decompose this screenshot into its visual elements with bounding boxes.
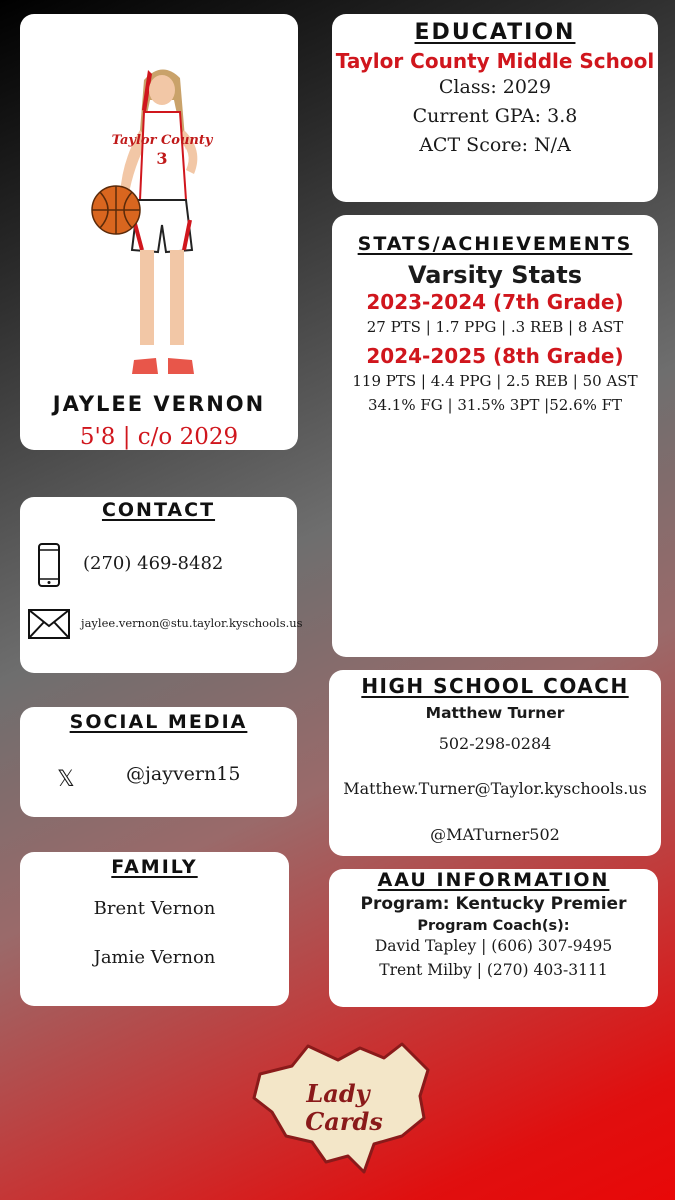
player-name: JAYLEE VERNON bbox=[52, 392, 266, 416]
aau-coach: Trent Milby | (270) 403-3111 bbox=[379, 961, 608, 979]
contact-heading: CONTACT bbox=[101, 499, 216, 521]
family-heading: FAMILY bbox=[111, 856, 198, 878]
coach-heading: HIGH SCHOOL COACH bbox=[361, 674, 629, 698]
education-card bbox=[332, 14, 658, 202]
lady-cards-logo bbox=[252, 1040, 432, 1175]
coach-handle[interactable]: @MATurner502 bbox=[430, 825, 560, 844]
aau-information-card bbox=[329, 869, 658, 1007]
social-handle[interactable]: @jayvern15 bbox=[126, 763, 241, 785]
high-school-coach-card bbox=[329, 670, 661, 856]
jersey-text-top: Taylor County bbox=[111, 133, 213, 148]
stats-heading: STATS/ACHIEVEMENTS bbox=[357, 233, 633, 255]
coach-name: Matthew Turner bbox=[425, 704, 565, 722]
season-stat-line: 34.1% FG | 31.5% 3PT |52.6% FT bbox=[367, 396, 623, 414]
aau-heading: AAU INFORMATION bbox=[377, 869, 610, 891]
x-icon: 𝕏 bbox=[57, 767, 75, 792]
season-stat-line: 119 PTS | 4.4 PPG | 2.5 REB | 50 AST bbox=[352, 372, 638, 390]
gpa: Current GPA: 3.8 bbox=[412, 105, 578, 127]
social-heading: SOCIAL MEDIA bbox=[69, 711, 248, 733]
aau-coach: David Tapley | (606) 307-9495 bbox=[374, 937, 613, 955]
player-profile-card bbox=[20, 14, 298, 450]
svg-text:Cards: Cards bbox=[305, 1107, 383, 1136]
contact-phone[interactable]: (270) 469-8482 bbox=[83, 553, 224, 574]
season-label: 2024-2025 (8th Grade) bbox=[366, 344, 624, 368]
contact-email[interactable]: jaylee.vernon@stu.taylor.kyschools.us bbox=[81, 616, 303, 630]
family-member: Brent Vernon bbox=[93, 898, 216, 919]
svg-text:Lady: Lady bbox=[306, 1079, 370, 1108]
envelope-icon bbox=[28, 609, 70, 639]
class-year: Class: 2029 bbox=[438, 76, 552, 98]
varsity-stats-title: Varsity Stats bbox=[408, 261, 582, 289]
aau-coaches-label: Program Coach(s): bbox=[417, 918, 570, 934]
education-heading: EDUCATION bbox=[414, 20, 576, 45]
season-label: 2023-2024 (7th Grade) bbox=[366, 290, 624, 314]
contact-card bbox=[20, 497, 303, 673]
player-height-class: 5'8 | c/o 2029 bbox=[79, 424, 239, 450]
player-photo bbox=[82, 60, 242, 390]
aau-program: Program: Kentucky Premier bbox=[360, 894, 627, 914]
coach-phone[interactable]: 502-298-0284 bbox=[438, 734, 552, 753]
phone-icon bbox=[37, 543, 61, 587]
act-score: ACT Score: N/A bbox=[419, 134, 571, 156]
family-card bbox=[20, 852, 289, 1006]
coach-email[interactable]: Matthew.Turner@Taylor.kyschools.us bbox=[343, 779, 647, 798]
social-media-card bbox=[20, 707, 297, 817]
school-name: Taylor County Middle School bbox=[335, 49, 655, 73]
stats-card bbox=[332, 215, 658, 657]
family-member: Jamie Vernon bbox=[93, 947, 216, 968]
svg-text:3: 3 bbox=[156, 149, 168, 168]
season-stat-line: 27 PTS | 1.7 PPG | .3 REB | 8 AST bbox=[366, 318, 624, 336]
